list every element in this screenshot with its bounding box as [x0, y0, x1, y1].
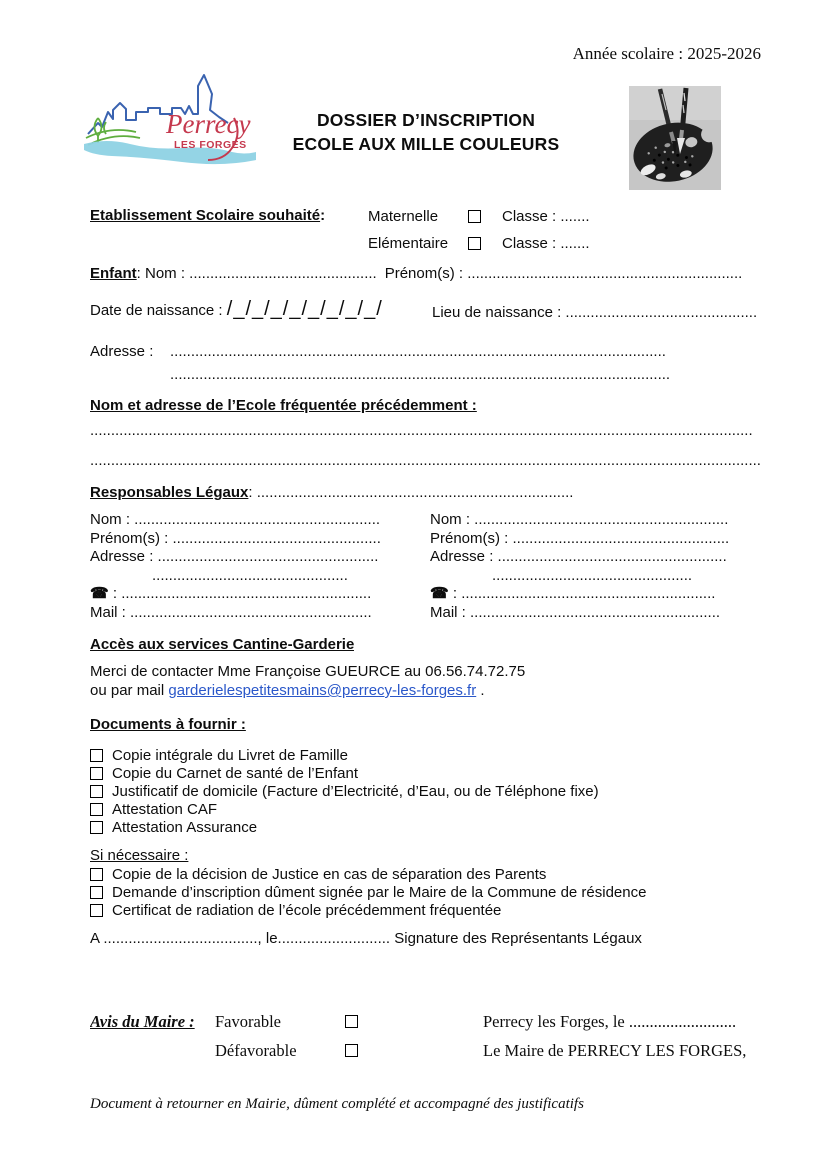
child-name-field: : Nom : ............................................. [136, 265, 377, 282]
documents-checklist [90, 746, 780, 837]
address-row [90, 343, 780, 360]
document-item-label: Justificatif de domicile (Facture d’Electricité, d’Eau, ou de Téléphone fixe) [112, 782, 599, 800]
address-line2-field: ........................................................................................................................ [170, 366, 671, 383]
option-label-maternelle: Maternelle [368, 208, 439, 225]
document-item-row [90, 819, 780, 837]
checkbox-icon [90, 785, 103, 798]
checkbox-defavorable [345, 1044, 358, 1057]
responsable-1-adresse-field: Adresse : ..................................................... [90, 548, 379, 566]
child-label: Enfant [90, 265, 137, 282]
document-item-label: Copie du Carnet de santé de l’Enfant [112, 764, 358, 782]
phone-icon: ☎ [90, 585, 109, 603]
section-title-documents: Documents à fournir : [90, 716, 246, 733]
si-necessaire-item-label: Certificat de radiation de l’école précédemment fréquentée [112, 902, 502, 920]
option-label-elementaire: Elémentaire [368, 235, 449, 252]
mail-line-prefix: ou par mail [90, 682, 169, 699]
document-item-label: Attestation Assurance [112, 819, 258, 837]
address-line1-field: ....................................................................................................................... [170, 343, 666, 360]
si-necessaire-title: Si nécessaire : [90, 847, 189, 864]
si-necessaire-item-row [90, 902, 780, 920]
section-title-cantine: Accès aux services Cantine-Garderie [90, 636, 355, 653]
avis-label: Avis du Maire : [90, 1012, 195, 1031]
checkbox-icon [90, 767, 103, 780]
section-title-etablissement: Etablissement Scolaire souhaité: [90, 207, 326, 224]
form-title [246, 108, 606, 156]
responsable-2-nom-field: Nom : ............................................................. [430, 511, 729, 528]
responsable-1-nom-field: Nom : ........................................................... [90, 511, 381, 528]
birthdate-slots: /_/_/_/_/_/_/_/_/ [226, 298, 383, 320]
responsable-1-column [90, 511, 430, 623]
responsable-2-prenom-field: Prénom(s) : .................................................... [430, 529, 730, 547]
school-year-label: Année scolaire : 2025-2026 [572, 44, 761, 63]
document-item-row [90, 782, 780, 800]
birthplace-field: Lieu de naissance : .............................................. [432, 304, 758, 321]
logo-town-name: Perrecy [166, 109, 251, 139]
responsables-header-dots: : ............................................................................ [248, 484, 574, 501]
responsable-1-mail-field: Mail : .......................................................... [90, 603, 372, 621]
logo-subtitle: LES FORGES [174, 139, 247, 151]
municipality-logo [82, 70, 262, 178]
footer-note: Document à retourner en Mairie, dûment complété et accompagné des justificatifs [90, 1096, 584, 1112]
option-row-elementaire [368, 230, 590, 257]
responsable-1-prenom-field: Prénom(s) : .................................................. [90, 529, 381, 547]
checkbox-favorable [345, 1015, 358, 1028]
responsables-label: Responsables Légaux [90, 484, 249, 501]
avis-maire-signature-label: Le Maire de PERRECY LES FORGES, [483, 1041, 747, 1060]
garderie-email-link[interactable]: garderielespetitesmains@perrecy-les-forges.fr [168, 682, 477, 699]
birthdate-label: Date de naissance : [90, 302, 223, 319]
section-title-previous-school: Nom et adresse de l’Ecole fréquentée précédemment : [90, 397, 477, 414]
checkbox-elementaire [468, 237, 481, 250]
si-necessaire-item-row [90, 865, 780, 883]
cantine-mail-line [90, 682, 485, 699]
section-title-responsables [90, 484, 780, 501]
avis-favorable-label: Favorable [215, 1012, 281, 1031]
responsable-1-phone-row [90, 585, 430, 604]
phone-icon: ☎ [430, 585, 449, 603]
option-row-maternelle [368, 203, 590, 230]
checkbox-maternelle [468, 210, 481, 223]
checkbox-icon [90, 821, 103, 834]
responsable-1-phone-field: : ............................................................ [108, 585, 372, 603]
birthdate-row [90, 298, 383, 321]
responsable-2-adresse-field: Adresse : ....................................................... [430, 548, 727, 566]
signature-line: A ....................................., le........................... Signature des Représentants Légaux [90, 930, 642, 947]
address-label: Adresse : [90, 343, 154, 360]
document-item-row [90, 764, 780, 782]
responsable-2-phone-field: : ............................................................. [448, 585, 716, 603]
child-identity-row [90, 265, 770, 282]
document-item-label: Copie intégrale du Livret de Famille [112, 746, 348, 764]
checkbox-icon [90, 904, 103, 917]
document-item-row [90, 746, 780, 764]
si-necessaire-item-label: Copie de la décision de Justice en cas de séparation des Parents [112, 865, 547, 883]
responsable-2-phone-row [430, 585, 770, 604]
avis-city-date-field: Perrecy les Forges, le .......................... [483, 1012, 737, 1031]
si-necessaire-item-label: Demande d’inscription dûment signée par le Maire de la Commune de résidence [112, 883, 647, 901]
avis-defavorable-label: Défavorable [215, 1041, 297, 1060]
checkbox-icon [90, 886, 103, 899]
paint-palette-image [629, 86, 721, 190]
child-firstname-field: Prénom(s) : .................................................................. [384, 265, 743, 282]
etablissement-options [368, 203, 590, 257]
classe-field-maternelle: Classe : ....... [502, 208, 590, 225]
responsable-2-adresse2-field: ................................................ [492, 566, 693, 584]
form-title-line1: DOSSIER D’INSCRIPTION [316, 110, 536, 130]
avis-du-maire-block [90, 1012, 780, 1061]
responsables-columns [90, 511, 770, 623]
form-title-line2: ECOLE AUX MILLE COULEURS [292, 134, 560, 154]
responsable-1-adresse2-field: ............................................... [152, 566, 348, 584]
cantine-contact-line: Merci de contacter Mme Françoise GUEURCE au 06.56.74.72.75 [90, 663, 526, 680]
checkbox-icon [90, 803, 103, 816]
document-item-label: Attestation CAF [112, 801, 218, 819]
checkbox-icon [90, 868, 103, 881]
si-necessaire-item-row [90, 883, 780, 901]
previous-school-line1-field: ............................................................................................................................................................... [90, 422, 753, 439]
previous-school-line2-field: ................................................................................................................................................................. [90, 452, 761, 469]
checkbox-icon [90, 749, 103, 762]
responsable-2-column [430, 511, 770, 623]
classe-field-elementaire: Classe : ....... [502, 235, 590, 252]
logo-fields-icon [86, 118, 140, 145]
si-necessaire-block [90, 847, 780, 920]
responsable-2-mail-field: Mail : ............................................................ [430, 603, 721, 621]
document-item-row [90, 801, 780, 819]
mail-line-suffix: . [476, 682, 485, 699]
